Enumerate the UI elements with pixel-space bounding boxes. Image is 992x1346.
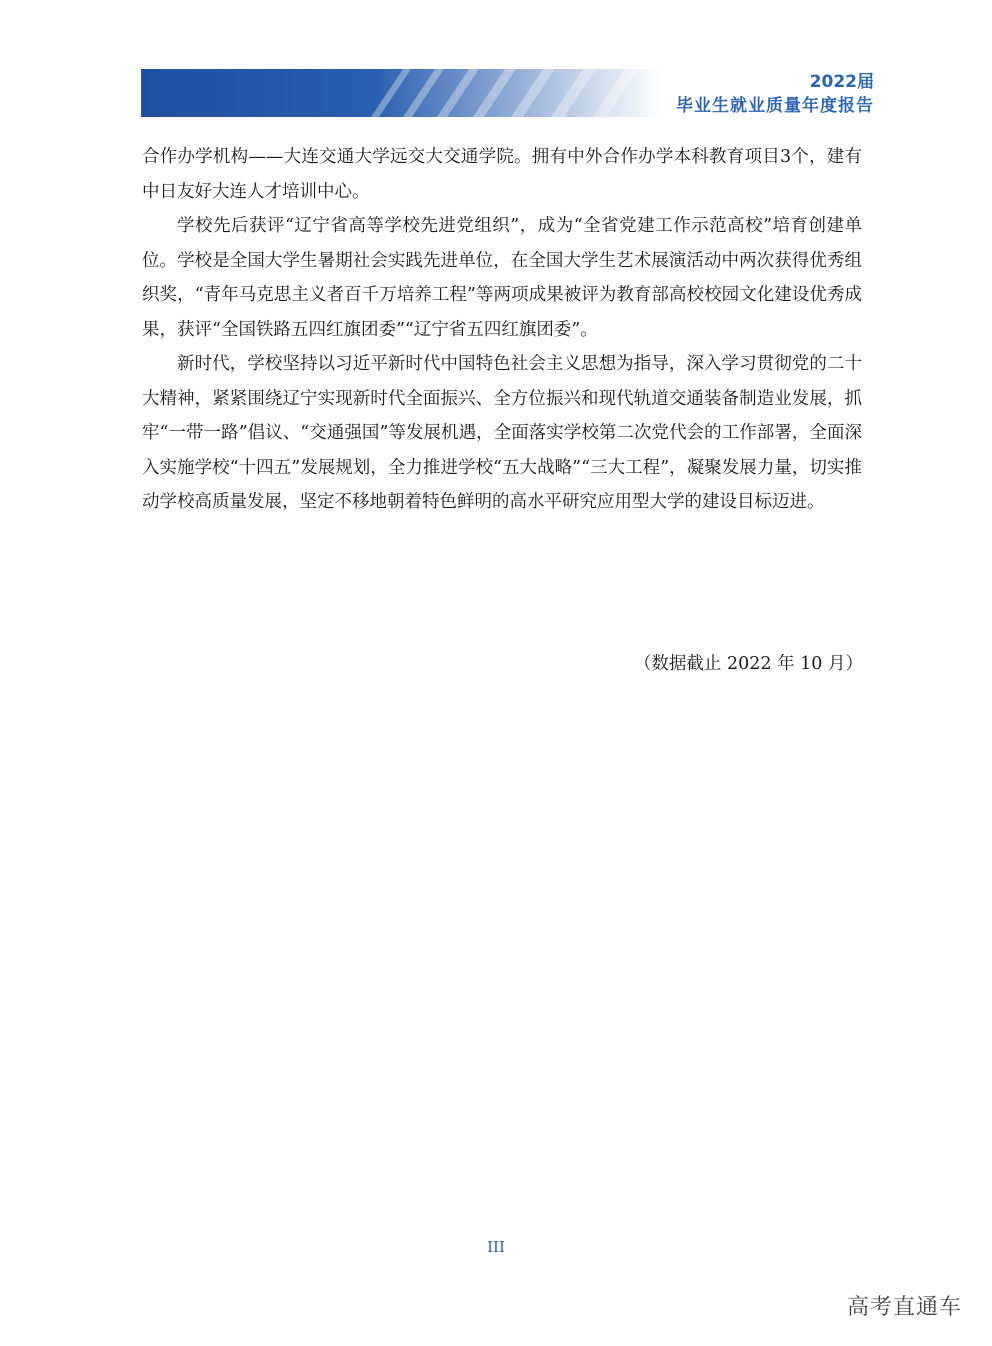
paragraph-1: 合作办学机构——大连交通大学远交大交通学院。拥有中外合作办学本科教育项目3个，建有中日友好大连人才培训中心。: [142, 147, 862, 202]
paragraph-3: 新时代，学校坚持以习近平新时代中国特色社会主义思想为指导，深入学习贯彻党的二十大精神，紧紧围绕辽宁实现新时代全面振兴、全方位振兴和现代轨道交通装备制造业发展，抓牢“一带一路”倡议、“交通强国”等发展机遇，全面落实学校第二次党代会的工作部署，全面深入实施学校“十四五”发展规划，全力推进学校“五大战略”“三大工程”，凝聚发展力量，切实推动学校高质量发展，坚定不移地朝着特色鲜明的高水平研究应用型大学的建设目标迈进。: [142, 354, 862, 512]
header-banner: [141, 69, 661, 117]
report-subtitle: 毕业生就业质量年度报告: [676, 96, 874, 116]
paragraph-2: 学校先后获评“辽宁省高等学校先进党组织”，成为“全省党建工作示范高校”培育创建单位。学校是全国大学生暑期社会实践先进单位，在全国大学生艺术展演活动中两次获得优秀组织奖，“青年马克思主义者百千万培养工程”等两项成果被评为教育部高校校园文化建设优秀成果，获评“全国铁路五四红旗团委”“辽宁省五四红旗团委”。: [142, 216, 862, 340]
report-title: [676, 70, 874, 118]
body-text: [142, 140, 862, 520]
page-number: III: [487, 1238, 505, 1256]
watermark-text: 高考直通车: [846, 1295, 962, 1320]
report-year: 2022届: [809, 72, 874, 92]
data-cutoff-note: （数据截止 2022 年 10 月）: [633, 654, 863, 674]
